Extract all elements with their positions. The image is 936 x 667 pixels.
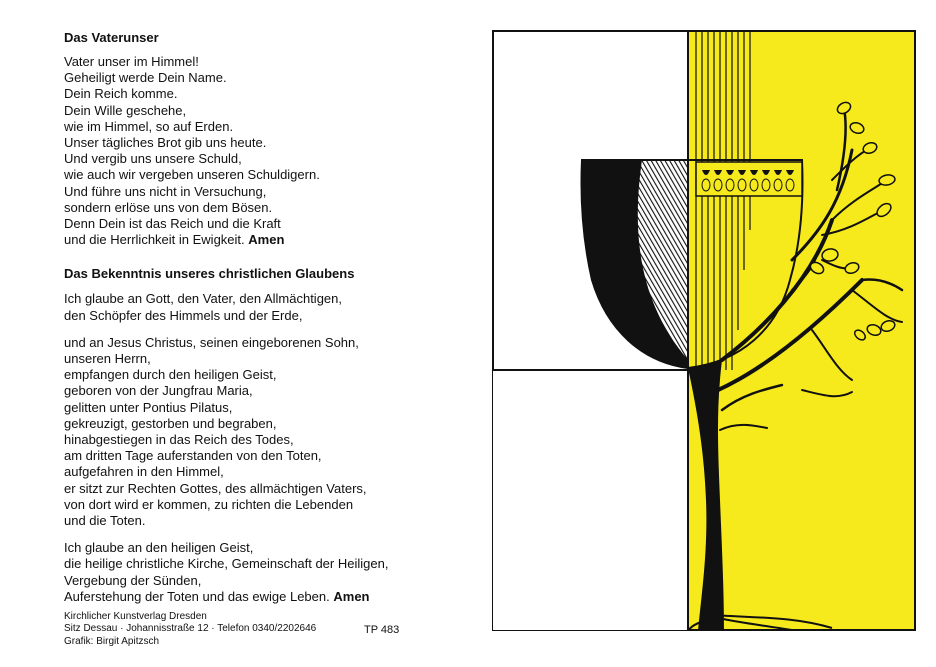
yellow-panel (688, 30, 916, 631)
creed-line: er sitzt zur Rechten Gottes, des allmächtigen Vaters, (64, 480, 367, 496)
prayer-line: Denn Dein ist das Reich und die Kraft (64, 216, 281, 232)
creed-line: und die Toten. (64, 513, 146, 529)
artwork-svg (492, 30, 916, 631)
creed-line: aufgefahren in den Himmel, (64, 464, 224, 480)
prayer-line: Geheiligt werde Dein Name. (64, 70, 227, 86)
creed-line: gelitten unter Pontius Pilatus, (64, 399, 233, 415)
creed-title: Das Bekenntnis unseres christlichen Glaubens (64, 266, 355, 282)
prayer-line: sondern erlöse uns von dem Bösen. (64, 199, 273, 215)
prayer-line: Dein Wille geschehe, (64, 102, 187, 118)
prayer-line: Unser tägliches Brot gib uns heute. (64, 135, 267, 151)
creed-line: Vergebung der Sünden, (64, 572, 202, 588)
creed-text (64, 291, 464, 605)
page-bottom-edge (0, 660, 936, 667)
text-column (64, 30, 464, 605)
creed-line: Auferstehung der Toten und das ewige Leben. (64, 588, 330, 604)
chalice-tree-artwork (492, 30, 916, 631)
creed-last-line (64, 589, 464, 605)
creed-line: gekreuzigt, gestorben und begraben, (64, 415, 277, 431)
creed-line: und an Jesus Christus, seinen eingeborenen Sohn, (64, 334, 359, 350)
creed-line: die heilige christliche Kirche, Gemeinschaft der Heiligen, (64, 556, 389, 572)
chalice-rim-band (696, 162, 802, 196)
prayer-amen: Amen (248, 232, 285, 248)
prayer-line: Vater unser im Himmel! (64, 54, 199, 69)
artist-credit: Grafik: Birgit Apitzsch (64, 635, 160, 647)
creed-line: Ich glaube an den heiligen Geist, (64, 540, 254, 556)
creed-amen: Amen (333, 588, 370, 604)
creed-line: empfangen durch den heiligen Geist, (64, 367, 277, 383)
prayer-line: wie im Himmel, so auf Erden. (64, 118, 234, 134)
creed-line: hinabgestiegen in das Reich des Todes, (64, 432, 294, 448)
prayer-line: wie auch wir vergeben unseren Schuldigern. (64, 167, 320, 183)
paragraph-gap (64, 529, 464, 540)
white-box (492, 370, 688, 631)
creed-line: den Schöpfer des Himmels und der Erde, (64, 307, 303, 323)
creed-line: Ich glaube an Gott, den Vater, den Allmächtigen, (64, 291, 343, 307)
prayer-last-line (64, 232, 464, 248)
prayer-title: Das Vaterunser (64, 30, 159, 45)
publisher-footer (64, 611, 316, 648)
creed-line: von dort wird er kommen, zu richten die Lebenden (64, 496, 354, 512)
creed-line: unseren Herrn, (64, 351, 151, 367)
paragraph-gap (64, 324, 464, 335)
creed-line: am dritten Tage auferstanden von den Toten, (64, 448, 322, 464)
publisher-name: Kirchlicher Kunstverlag Dresden (64, 611, 207, 622)
prayer-text (64, 54, 464, 248)
publisher-address: Sitz Dessau · Johannisstraße 12 · Telefon 0340/2202646 (64, 623, 317, 635)
prayer-line: Dein Reich komme. (64, 86, 178, 102)
prayer-line: und die Herrlichkeit in Ewigkeit. (64, 232, 245, 248)
creed-line: geboren von der Jungfrau Maria, (64, 383, 253, 399)
prayer-line: Und führe uns nicht in Versuchung, (64, 183, 267, 199)
product-code: TP 483 (364, 624, 400, 636)
prayer-line: Und vergib uns unsere Schuld, (64, 151, 242, 167)
